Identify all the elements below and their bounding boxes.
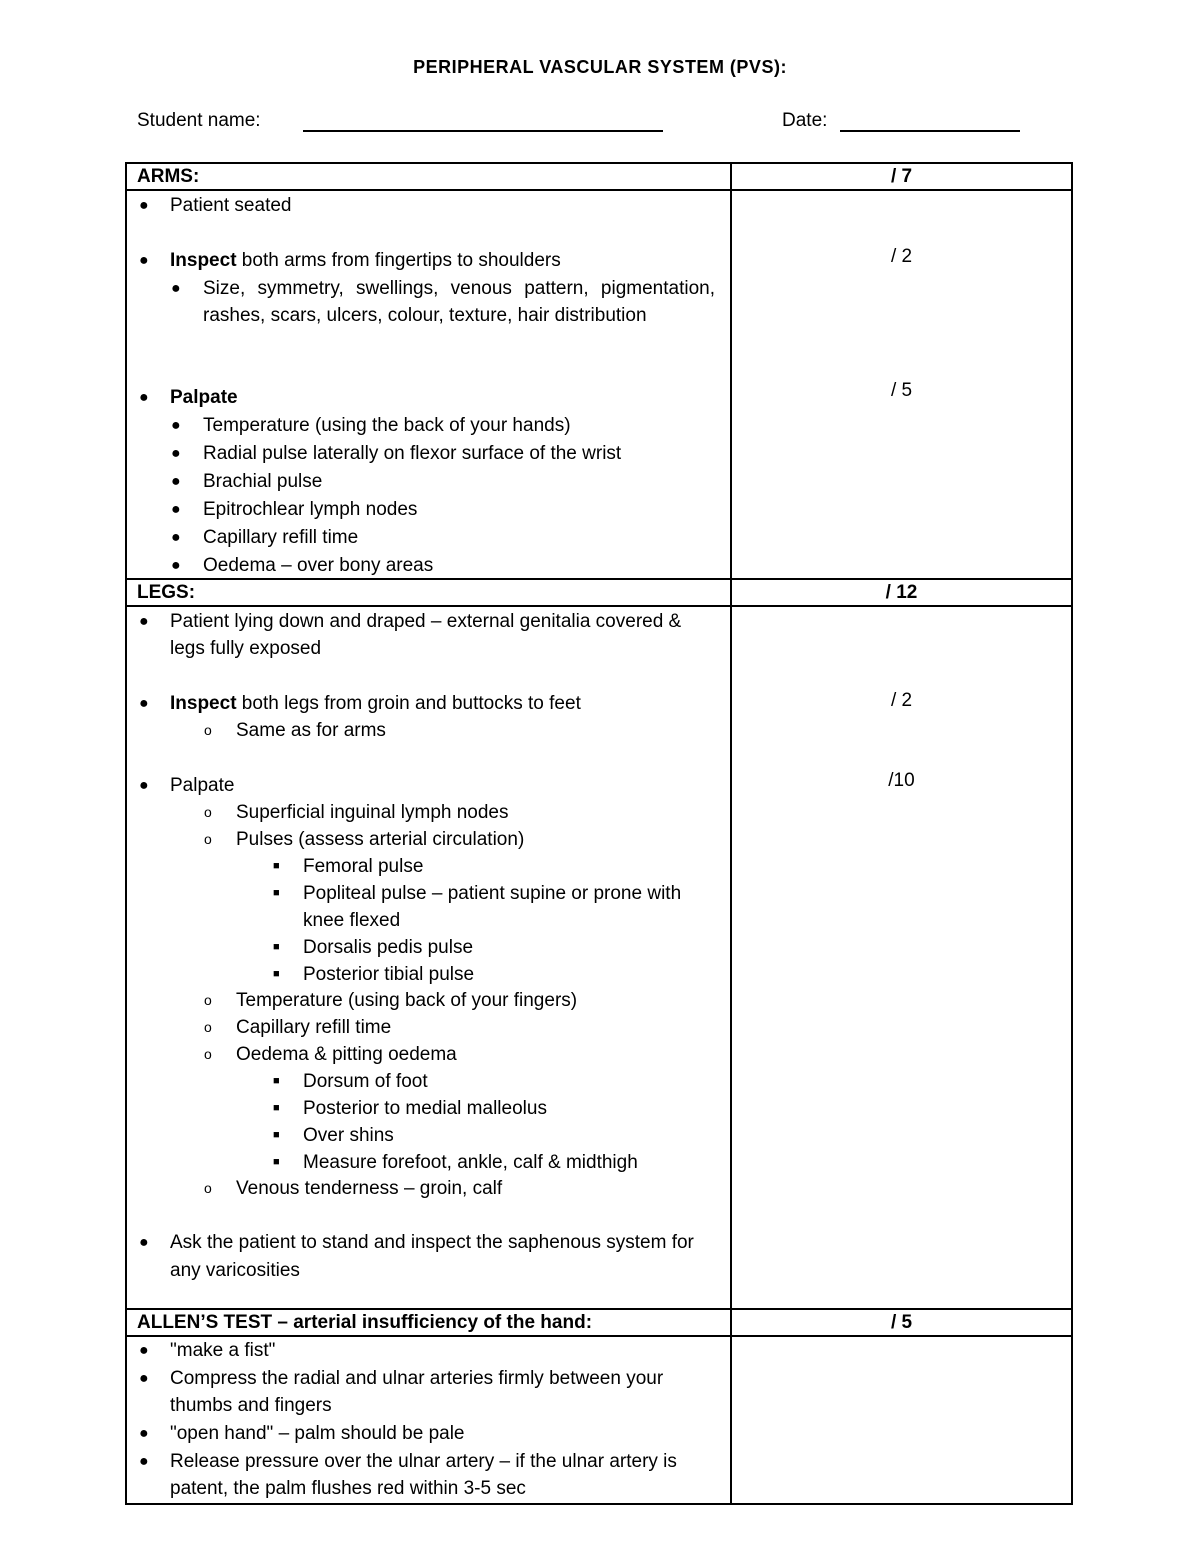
legs-oedema: Oedema & pitting oedema	[236, 1044, 457, 1065]
arms-palpate-item: Oedema – over bony areas	[203, 555, 434, 576]
square-bullet-icon: ■	[273, 941, 280, 953]
legs-inspect-sub: Same as for arms	[236, 720, 386, 741]
legs-venous: Venous tenderness – groin, calf	[236, 1178, 503, 1199]
arms-patient: Patient seated	[170, 195, 292, 216]
arms-inspect-bold: Inspect	[170, 250, 237, 271]
legs-palpate-mark: /10	[888, 770, 915, 791]
arms-total: / 7	[890, 166, 913, 187]
allens-compress: Compress the radial and ulnar arteries firmly between your thumbs and fingers	[170, 1368, 664, 1416]
square-bullet-icon: ■	[273, 860, 280, 872]
arms-palpate-mark: / 5	[890, 380, 913, 401]
arms-heading: ARMS:	[137, 166, 200, 187]
legs-body-row	[126, 606, 1072, 1309]
student-name-field[interactable]	[303, 130, 663, 132]
bullet-icon: ●	[171, 473, 181, 490]
circle-bullet-icon: o	[204, 831, 212, 847]
arms-palpate-item: Epitrochlear lymph nodes	[203, 499, 418, 520]
legs-popliteal: Popliteal pulse – patient supine or prone with knee flexed	[303, 883, 682, 931]
square-bullet-icon: ■	[273, 1129, 280, 1141]
legs-inspect	[170, 690, 718, 717]
circle-bullet-icon: o	[204, 1046, 212, 1062]
allens-heading: ALLEN’S TEST – arterial insufficiency of the hand:	[137, 1312, 593, 1333]
square-bullet-icon: ■	[273, 1075, 280, 1087]
header-row	[137, 110, 1020, 136]
allens-header-row	[126, 1309, 1072, 1336]
arms-palpate-item: Radial pulse laterally on flexor surface of the wrist	[203, 443, 622, 464]
assessment-table	[125, 162, 1073, 1505]
allens-total: / 5	[890, 1312, 913, 1333]
bullet-icon: ●	[139, 1342, 149, 1359]
bullet-icon: ●	[171, 529, 181, 546]
square-bullet-icon: ■	[273, 1102, 280, 1114]
page-title: PERIPHERAL VASCULAR SYSTEM (PVS):	[413, 57, 787, 77]
date-field[interactable]	[840, 130, 1020, 132]
arms-inspect-sub: Size, symmetry, swellings, venous pattern, pigmentation, rashes, scars, ulcers, colour, texture, hair distribution	[203, 278, 715, 326]
legs-pulses: Pulses (assess arterial circulation)	[236, 829, 525, 850]
legs-femoral: Femoral pulse	[303, 856, 424, 877]
bullet-icon: ●	[139, 389, 149, 406]
bullet-icon: ●	[139, 613, 149, 630]
legs-posterior-tibial: Posterior tibial pulse	[303, 964, 475, 985]
legs-malleolus: Posterior to medial malleolus	[303, 1098, 547, 1119]
legs-inspect-bold: Inspect	[170, 693, 237, 714]
allens-release: Release pressure over the ulnar artery – if the ulnar artery is patent, the palm flushes red within 3-5 sec	[170, 1451, 677, 1499]
bullet-icon: ●	[139, 197, 149, 214]
legs-total: / 12	[885, 582, 918, 603]
legs-patient: Patient lying down and draped – external genitalia covered & legs fully exposed	[170, 611, 682, 659]
legs-heading: LEGS:	[137, 582, 196, 603]
bullet-icon: ●	[139, 695, 149, 712]
bullet-icon: ●	[139, 1453, 149, 1470]
square-bullet-icon: ■	[273, 1156, 280, 1168]
arms-body-row	[126, 190, 1072, 579]
legs-lymph: Superficial inguinal lymph nodes	[236, 802, 509, 823]
arms-palpate-item: Temperature (using the back of your hands)	[203, 415, 571, 436]
allens-body-row	[126, 1336, 1072, 1504]
bullet-icon: ●	[171, 280, 181, 297]
date-label: Date:	[782, 110, 828, 131]
legs-shins: Over shins	[303, 1125, 394, 1146]
circle-bullet-icon: o	[204, 992, 212, 1008]
bullet-icon: ●	[139, 1370, 149, 1387]
square-bullet-icon: ■	[273, 968, 280, 980]
arms-palpate-item: Capillary refill time	[203, 527, 359, 548]
allens-fist: "make a fist"	[170, 1340, 276, 1361]
square-bullet-icon: ■	[273, 887, 280, 899]
bullet-icon: ●	[171, 445, 181, 462]
bullet-icon: ●	[171, 557, 181, 574]
circle-bullet-icon: o	[204, 804, 212, 820]
legs-dorsalis: Dorsalis pedis pulse	[303, 937, 474, 958]
legs-measure: Measure forefoot, ankle, calf & midthigh	[303, 1152, 638, 1173]
circle-bullet-icon: o	[204, 1180, 212, 1196]
bullet-icon: ●	[171, 501, 181, 518]
legs-header-row	[126, 579, 1072, 606]
legs-dorsum: Dorsum of foot	[303, 1071, 428, 1092]
legs-temperature: Temperature (using back of your fingers)	[236, 990, 578, 1011]
legs-inspect-text: both legs from groin and buttocks to feet	[236, 693, 581, 714]
bullet-icon: ●	[139, 252, 149, 269]
arms-palpate: Palpate	[170, 387, 238, 408]
circle-bullet-icon: o	[204, 722, 212, 738]
legs-capillary: Capillary refill time	[236, 1017, 392, 1038]
legs-palpate: Palpate	[170, 775, 235, 796]
bullet-icon: ●	[139, 1425, 149, 1442]
bullet-icon: ●	[139, 777, 149, 794]
legs-stand: Ask the patient to stand and inspect the saphenous system for any varicosities	[170, 1232, 694, 1281]
bullet-icon: ●	[171, 417, 181, 434]
arms-inspect-mark: / 2	[890, 246, 913, 267]
arms-inspect-text: both arms from fingertips to shoulders	[236, 250, 561, 271]
allens-open: "open hand" – palm should be pale	[170, 1423, 465, 1444]
arms-header-row	[126, 163, 1072, 190]
arms-palpate-item: Brachial pulse	[203, 471, 323, 492]
bullet-icon: ●	[139, 1234, 149, 1251]
arms-inspect	[170, 247, 718, 274]
circle-bullet-icon: o	[204, 1019, 212, 1035]
legs-inspect-mark: / 2	[890, 690, 913, 711]
student-name-label: Student name:	[137, 110, 261, 131]
